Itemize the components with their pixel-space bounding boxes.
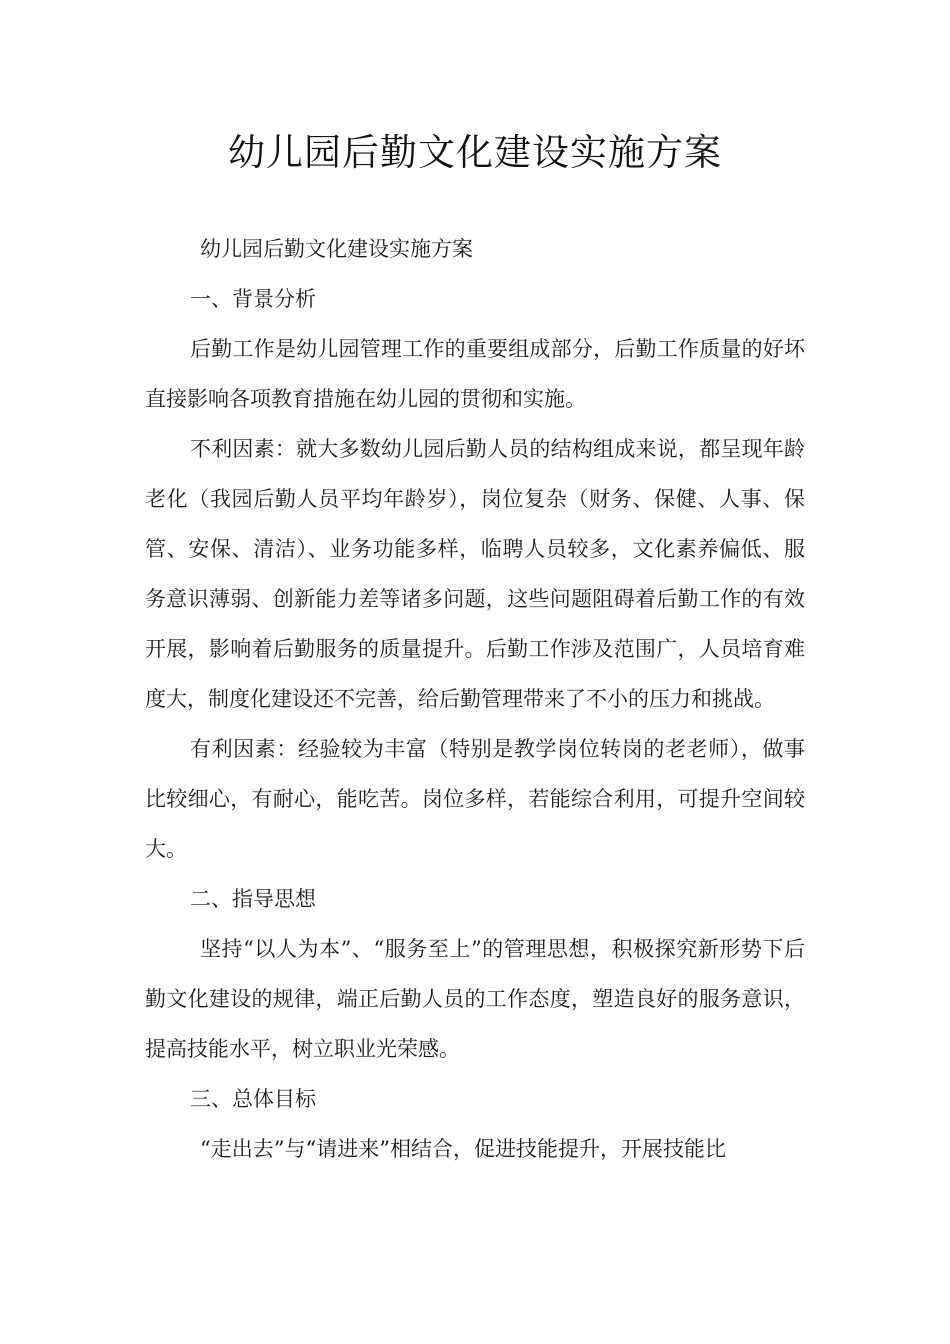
paragraph-favorable-factors: 有利因素：经验较为丰富（特别是教学岗位转岗的老老师），做事比较细心，有耐心，能吃苦。岗位多样，若能综合利用，可提升空间较大。 [145,737,805,861]
document-subtitle: 幼儿园后勤文化建设实施方案 [200,237,473,261]
paragraph-background-intro: 后勤工作是幼儿园管理工作的重要组成部分，后勤工作质量的好坏直接影响各项教育措施在幼儿园的贯彻和实施。 [145,337,805,411]
paragraph-guiding-ideology: 坚持“以人为本”、“服务至上”的管理思想，积极探究新形势下后勤文化建设的规律，端正后勤人员的工作态度，塑造良好的服务意识，提高技能水平，树立职业光荣感。 [145,937,805,1061]
section-heading-guiding-ideology: 二、指导思想 [190,887,316,911]
document-title: 幼儿园后勤文化建设实施方案 [228,131,722,174]
section-heading-background: 一、背景分析 [190,287,316,311]
section-heading-overall-goal: 三、总体目标 [190,1087,316,1111]
document-body [145,224,805,1174]
paragraph-unfavorable-factors: 不利因素：就大多数幼儿园后勤人员的结构组成来说，都呈现年龄老化（我园后勤人员平均年龄岁），岗位复杂（财务、保健、人事、保管、安保、清洁）、业务功能多样，临聘人员较多，文化素养偏低、服务意识薄弱、创新能力差等诸多问题，这些问题阻碍着后勤工作的有效开展，影响着后勤服务的质量提升。后勤工作涉及范围广，人员培育难度大，制度化建设还不完善，给后勤管理带来了不小的压力和挑战。 [145,437,805,711]
paragraph-overall-goal: “走出去”与“请进来”相结合，促进技能提升，开展技能比 [200,1137,726,1161]
